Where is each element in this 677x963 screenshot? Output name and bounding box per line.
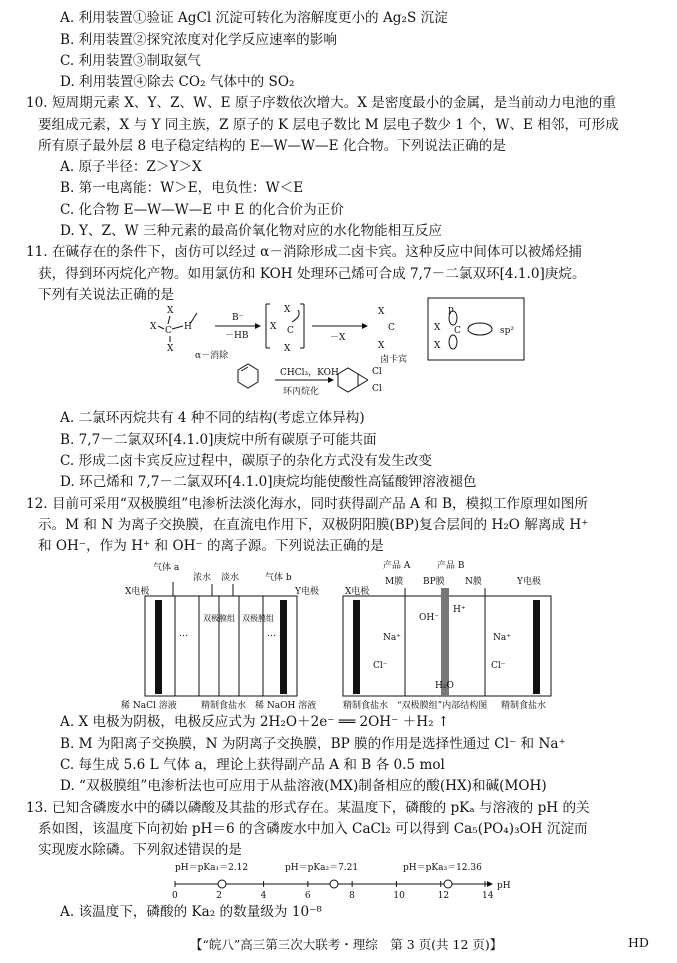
x-label: X [378,307,385,317]
axis-tick-label: 4 [260,891,267,901]
cl-label: Cl [372,384,382,394]
n-film-label: N膜 [465,577,482,587]
brine-right-label: 精制食盐水 [501,701,547,711]
axis-tick-label: 8 [349,891,355,901]
minus-x-label: －X [330,333,346,343]
gas-a-label: 气体 a [153,563,180,573]
dots: … [179,629,188,639]
y-electrode-label: Y电极 [517,577,541,587]
carbon-label: C [287,326,294,336]
bicyclic-product-icon [338,368,358,392]
x-label: X [150,322,157,332]
cl-left-label: Cl⁻ [373,661,388,671]
fresh-water-label: 淡水 [221,573,240,583]
h-ion-label: H⁺ [453,605,466,615]
carbene-label: 卤卡宾 [380,355,408,365]
q11-option-d: D. 环己烯和 7,7－二氯双环[4.1.0]庚烷均能使酸性高锰酸钾溶液褪色 [60,474,477,490]
bp-film-label: BP膜 [423,577,445,587]
q12-stem-2: 示。M 和 N 为离子交换膜，在直流电作用下，双极阴阳膜(BP)复合层间的 H₂O 解离成 H⁺ [38,517,589,533]
q12-option-a: A. X 电极为阴极，电极反应式为 2H₂O＋2e⁻ ══ 2OH⁻ ＋H₂ ↑ [60,714,450,730]
q10-stem-3: 所有原子最外层 8 电子稳定结构的 E—W—W—E 化合物。下列说法正确的是 [38,138,506,154]
pka3-label: pH＝pKa₃＝12.36 [403,863,482,873]
carbene-scheme [140,296,540,408]
na-right-label: Na⁺ [493,633,511,643]
x-label: X [284,344,291,354]
x-label: X [270,322,277,332]
q13-option-a: A. 该温度下，磷酸的 Ka₂ 的数量级为 10⁻⁸ [60,904,322,920]
y-electrode-label: Y电极 [295,587,319,597]
x-label: X [434,323,441,333]
q12-option-d: D. “双极膜组”电渗析法也可应用于从盐溶液(MX)制备相应的酸(HX)和碱(MOH) [60,778,547,794]
q13-stem-2: 系如图，该温度下向初始 pH＝6 的含磷废水中加入 CaCl₂ 可以得到 Ca₅(PO₄)₃OH 沉淀而 [38,821,588,837]
q12-option-c: C. 每生成 5.6 L 气体 a，理论上获得副产品 A 和 B 各 0.5 mol [60,757,445,773]
h2o-label: H₂O [435,681,454,691]
base-label: B⁻ [232,313,244,323]
bipolar-caption: “双极膜组”内部结构图 [397,701,488,711]
p-label: p [448,305,454,315]
cyclohexene-icon [238,364,258,388]
q10-option-a: A. 原子半径：Z＞Y＞X [60,159,202,175]
carbon-label: C [165,326,172,336]
q10-option-d: D. Y、Z、W 三种元素的最高价氧化物对应的水化物能相互反应 [60,223,443,239]
reagents-label: CHCl₃，KOH [280,368,339,378]
cyclopropanation-label: 环丙烷化 [283,387,320,397]
cl-right-label: Cl⁻ [491,661,506,671]
q10-stem-2: 要组成元素，X 与 Y 同主族，Z 原子的 K 层电子数比 M 层电子数少 1 个，W、E 相邻，可形成 [38,117,619,133]
pka2-label: pH＝pKa₂＝7.21 [285,863,359,873]
alpha-elim-label: α－消除 [195,351,229,361]
brine-left-label: 精制食盐水 [343,701,389,711]
q11-option-c: C. 形成二卤卡宾反应过程中，碳原子的杂化方式没有发生改变 [60,453,432,469]
q13-stem-1: 13. 已知含磷废水中的磷以磷酸及其盐的形式存在。某温度下，磷酸的 pKₐ 与溶液的 pH 的关 [26,800,590,816]
x-label: X [284,305,291,315]
footer-code: HD [628,935,649,950]
x-label: X [434,341,441,351]
footer-title: 【“皖八”高三第三次大联考・理综 第 3 页(共 12 页)】 [190,937,503,952]
q11-stem-3: 下列有关说法正确的是 [38,287,174,303]
h-label: H [184,322,192,332]
q9-option-d: D. 利用装置④除去 CO₂ 气体中的 SO₂ [60,74,295,90]
q12-option-b: B. M 为阳离子交换膜，N 为阴离子交换膜，BP 膜的作用是选择性通过 Cl⁻ 和 Na⁺ [60,736,566,752]
q11-stem-1: 11. 在碱存在的条件下，卤仿可以经过 α－消除形成二卤卡宾。这种反应中间体可以被烯烃捕 [26,244,583,260]
gas-b-label: 气体 b [265,573,292,583]
q9-option-a: A. 利用装置①验证 AgCl 沉淀可转化为溶解度更小的 Ag₂S 沉淀 [60,10,448,26]
x-label: X [378,341,385,351]
q11-option-b: B. 7,7－二氯双环[4.1.0]庚烷中所有碳原子可能共面 [60,432,377,448]
product-a-label: 产品 A [383,561,411,571]
na-left-label: Na⁺ [383,633,401,643]
q10-stem-1: 10. 短周期元素 X、Y、Z、W、E 原子序数依次增大。X 是密度最小的金属，是当前动力电池的重 [26,95,616,111]
brine-label: 精制食盐水 [201,701,247,711]
axis-tick-label: 2 [216,891,223,901]
axis-unit: pH [497,881,511,891]
pka1-label: pH＝pKa₁＝2.12 [175,863,249,873]
axis-tick-label: 14 [482,891,494,901]
axis-tick-label: 12 [437,891,450,901]
q9-option-c: C. 利用装置③制取氨气 [60,53,201,69]
dots: … [267,629,276,639]
cl-label: Cl [372,367,382,377]
m-film-label: M膜 [385,577,404,587]
hb-label: －HB [225,331,249,341]
q13-stem-3: 实现废水除磷。下列叙述错误的是 [38,842,242,858]
axis-tick-label: 6 [304,891,311,901]
axis-tick-label: 0 [172,891,178,901]
carbon-label: C [454,326,461,336]
q10-option-b: B. 第一电离能：W＞E，电负性：W＜E [60,180,304,196]
carbon-label: C [388,323,395,333]
q11-option-a: A. 二氯环丙烷共有 4 种不同的结构(考虑立体异构) [60,410,365,426]
electrodialysis-diagram [115,556,561,712]
salt-water-label: 浓水 [193,573,212,583]
oh-label: OH⁻ [419,613,439,623]
q12-stem-1: 12. 目前可采用“双极膜组”电渗析法淡化海水，同时获得副产品 A 和 B，模拟工作原理如图所 [26,496,588,512]
q10-option-c: C. 化合物 E—W—W—E 中 E 的化合价为正价 [60,202,344,218]
x-electrode-label: X电极 [345,587,370,597]
dilute-naoh-label: 稀 NaOH 溶液 [255,701,317,711]
q9-option-b: B. 利用装置②探究浓度对化学反应速率的影响 [60,32,337,48]
q12-stem-3: 和 OH⁻，作为 H⁺ 和 OH⁻ 的离子源。下列说法正确的是 [38,538,384,554]
x-electrode-label: X电极 [125,587,150,597]
q11-stem-2: 获，得到环丙烷化产物。如用氯仿和 KOH 处理环己烯可合成 7,7－二氯双环[4.1.0]庚烷。 [38,266,586,282]
axis-tick-label: 10 [393,891,405,901]
x-label: X [167,344,174,354]
pka-axis [165,860,525,902]
bipolar-group-label: 双极膜组 [203,614,235,623]
sp2-label: sp² [500,326,514,336]
x-label: X [167,306,174,316]
dilute-nacl-label: 稀 NaCl 溶液 [121,701,177,711]
bipolar-group-label: 双极膜组 [242,614,274,623]
product-b-label: 产品 B [437,561,465,571]
